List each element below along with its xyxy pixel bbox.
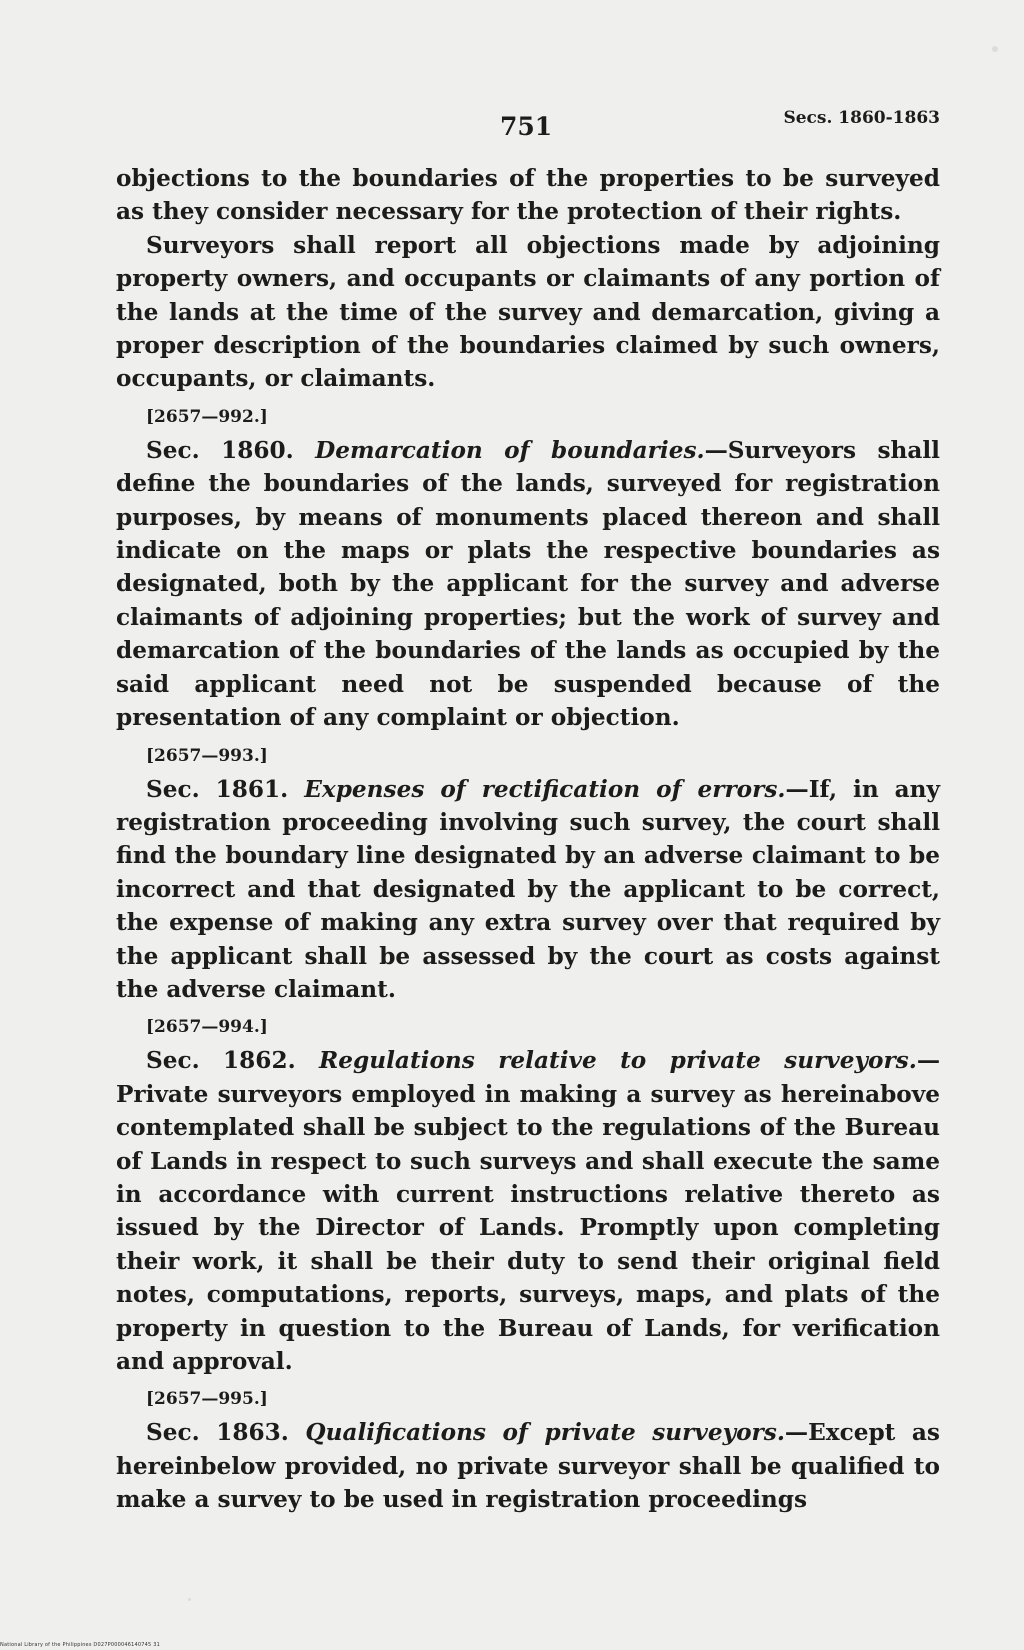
citation-sec-1862: [2657—994.]	[146, 1017, 268, 1038]
section-1862	[116, 1044, 940, 1378]
section-1861	[116, 773, 940, 1007]
section-text: —Surveyors shall define the boundaries of the lands, surveyed for registration purposes, by means of monuments placed thereon and shall indicate on the maps or plats the respective boundaries as designated, both by the applicant for the survey and adverse claimants of adjoining properties; but the work of survey and demarcation of the boundaries of the lands as occupied by the said applicant need not be suspended because of the presentation of any complaint or objection.	[116, 436, 940, 732]
section-title: Regulations relative to private surveyors.	[319, 1047, 917, 1075]
section-1863	[116, 1416, 940, 1516]
section-text: —Except as hereinbelow provided, no private surveyor shall be qualified to make a survey to be used in registration proceedings	[116, 1419, 940, 1514]
page-number: 751	[500, 112, 553, 141]
citation-sec-1860: [2657—992.]	[146, 406, 268, 427]
section-text: —If, in any registration proceeding involving such survey, the court shall find the boundary line designated by an adverse claimant to be incorrect and that designated by the applicant to be correct, the expense of making any extra survey over that required by the applicant shall be assessed by the court as costs against the adverse claimant.	[116, 775, 940, 1003]
citation-sec-1863: [2657—995.]	[146, 1389, 268, 1410]
scan-speck	[992, 46, 998, 52]
section-number: Sec. 1860.	[146, 436, 294, 464]
page-body	[116, 162, 940, 1517]
scan-footer: National Library of the Philippines D027P000046140745 31	[0, 1642, 160, 1648]
section-number: Sec. 1862.	[146, 1047, 296, 1075]
paragraph-continued: objections to the boundaries of the properties to be surveyed as they consider necessary for the protection of their rights.	[116, 165, 940, 226]
section-text: —Private surveyors employed in making a survey as hereinabove contemplated shall be subject to the regulations of the Bureau of Lands in respect to such surveys and shall execute the same in accordance with current instructions relative thereto as issued by the Director of Lands. Promptly upon completing their work, it shall be their duty to send their original field notes, computations, reports, surveys, maps, and plats of the property in question to the Bureau of Lands, for verification and approval.	[116, 1047, 940, 1375]
section-title: Demarcation of boundaries.	[315, 436, 705, 464]
section-title: Expenses of rectification of errors.	[304, 775, 786, 803]
citation-sec-1861: [2657—993.]	[146, 745, 268, 766]
page-header	[118, 104, 940, 144]
section-1860	[116, 434, 940, 735]
section-title: Qualifications of private surveyors.	[305, 1419, 785, 1447]
paragraph-surveyor-objections: Surveyors shall report all objections made by adjoining property owners, and occupants or claimants of any portion of the lands at the time of the survey and demarcation, giving a proper description of the boundaries claimed by such owners, occupants, or claimants.	[116, 231, 940, 393]
running-head: Secs. 1860-1863	[783, 108, 940, 128]
scan-speck	[188, 1598, 191, 1601]
section-number: Sec. 1861.	[146, 775, 289, 803]
section-number: Sec. 1863.	[146, 1419, 289, 1447]
